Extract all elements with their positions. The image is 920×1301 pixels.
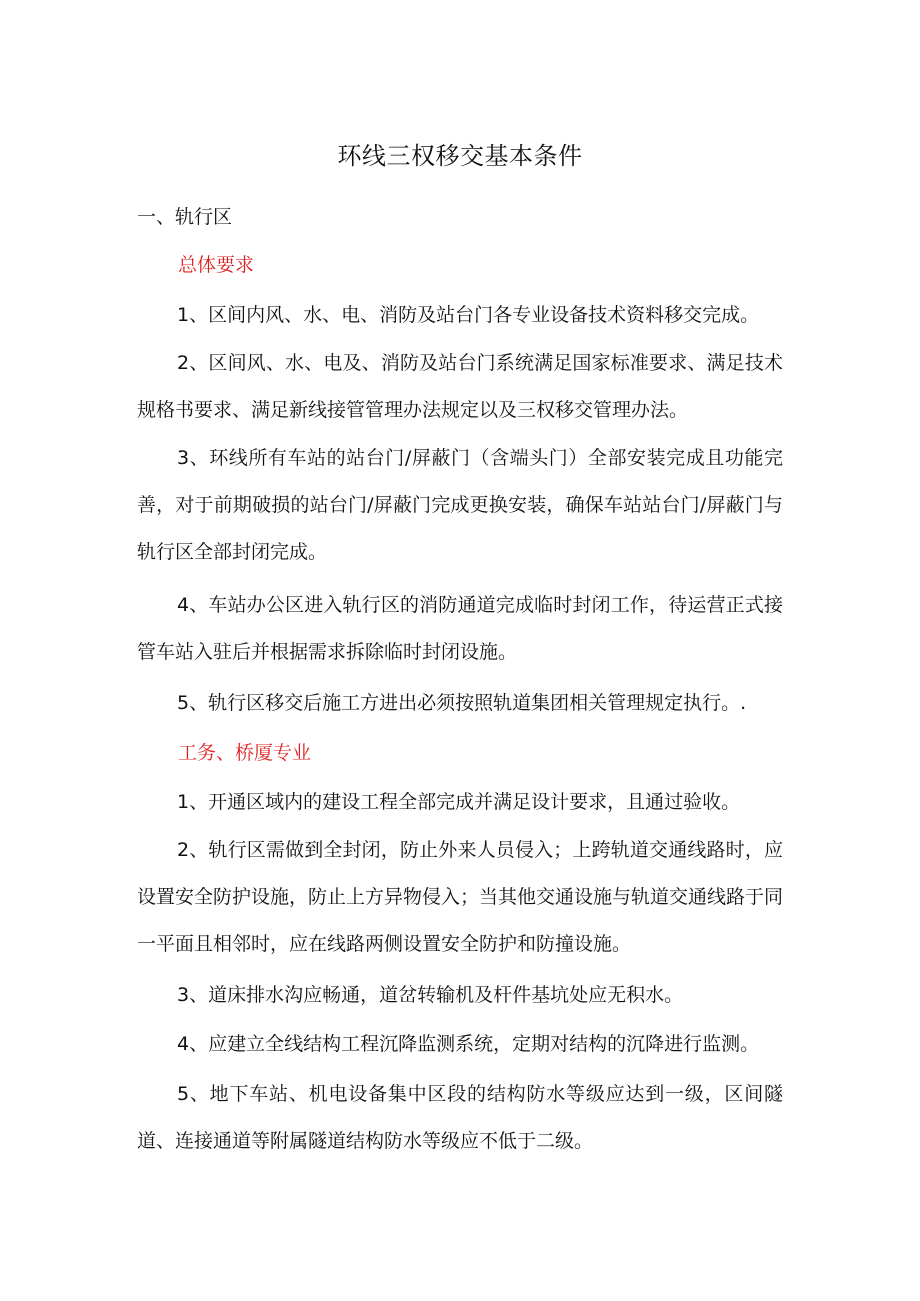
overall-item-4: 4、车站办公区进入轨行区的消防通道完成临时封闭工作，待运营正式接管车站入驻后并根据需求拆除临时封闭设施。 [137,594,783,663]
works-item-3: 3、道床排水沟应畅通，道岔转输机及杆件基坑处应无积水。 [177,984,684,1006]
page-title: 环线三权移交基本条件 [337,142,583,170]
works-item-4: 4、应建立全线结构工程沉降监测系统，定期对结构的沉降进行监测。 [177,1033,760,1055]
overall-item-1: 1、区间内风、水、电、消防及站台门各专业设备技术资料移交完成。 [177,304,760,326]
works-item-1: 1、开通区域内的建设工程全部完成并满足设计要求，且通过验收。 [177,791,741,813]
overall-item-2: 2、区间风、水、电及、消防及站台门系统满足国家标准要求、满足技术规格书要求、满足新线接管管理办法规定以及三权移交管理办法。 [137,352,783,421]
works-item-5: 5、地下车站、机电设备集中区段的结构防水等级应达到一级，区间隧道、连接通道等附属隧道结构防水等级应不低于二级。 [137,1083,783,1152]
section-heading-track-area: 一、轨行区 [137,206,233,228]
works-item-2: 2、轨行区需做到全封闭，防止外来人员侵入；上跨轨道交通线路时，应设置安全防护设施，防止上方异物侵入；当其他交通设施与轨道交通线路于同一平面且相邻时，应在线路两侧设置安全防护和防撞设施。 [137,839,784,955]
overall-item-3: 3、环线所有车站的站台门/屏蔽门（含端头门）全部安装完成且功能完善，对于前期破损的站台门/屏蔽门完成更换安装，确保车站站台门/屏蔽门与轨行区全部封闭完成。 [137,447,783,563]
overall-item-5: 5、轨行区移交后施工方进出必须按照轨道集团相关管理规定执行。. [177,692,747,714]
subheading-works-bridge: 工务、桥厦专业 [178,742,312,764]
subheading-overall-requirements: 总体要求 [178,254,255,276]
